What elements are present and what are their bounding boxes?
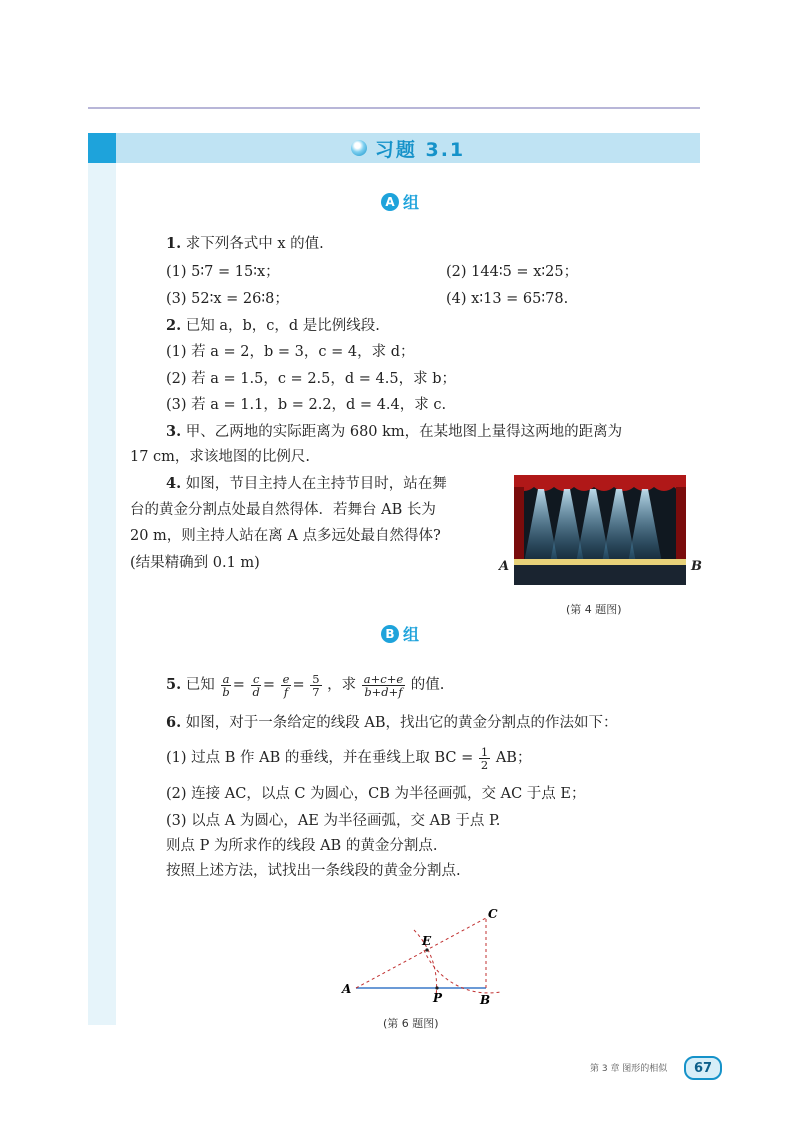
q1-part-2: (2) 144∶5 = x∶25； [446, 264, 579, 280]
q2-text: 已知 a，b，c，d 是比例线段. [185, 318, 380, 334]
q1-part-1: (1) 5∶7 = 15∶x； [166, 264, 280, 280]
q4-line-1 [166, 474, 447, 494]
q6-s1-num: 1 [480, 744, 489, 759]
q5-f4-num: 5 [312, 671, 320, 686]
q5-f5-num: a+c+e [363, 671, 404, 686]
point-e [425, 948, 428, 951]
title-tab [88, 133, 116, 163]
q5-f5-den: b+d+f [364, 684, 403, 699]
q5-f3-num: e [282, 671, 290, 686]
q5-fraction-3 [281, 673, 292, 698]
q3-line-1 [166, 422, 622, 442]
q4-number: 4. [166, 475, 182, 492]
q2-part-3: (3) 若 a = 1.1，b = 2.2，d = 4.4，求 c. [166, 397, 447, 413]
q4-line-3: 20 m，则主持人站在离 A 点多远处最自然得体? [130, 528, 441, 544]
diagram-label-a: A [342, 982, 352, 996]
q5-f3-den: f [283, 684, 289, 699]
section-title-text: 习题 3.1 [374, 138, 466, 161]
q5-fraction-5 [362, 673, 405, 698]
q2-stem [166, 316, 380, 336]
q1-text: 求下列各式中 x 的值. [185, 236, 324, 252]
q5-mid: ，求 [327, 677, 357, 693]
q3-line-2: 17 cm，求该地图的比例尺. [130, 449, 311, 465]
q6-s1-den: 2 [480, 757, 489, 772]
q6-step-4: 则点 P 为所求作的线段 AB 的黄金分割点. [166, 838, 438, 854]
q4-label-a: A [499, 559, 510, 574]
top-rule [88, 107, 700, 109]
group-b-label: 组 [402, 625, 419, 644]
group-b-badge: B [381, 625, 399, 643]
q6-step-1-pre: (1) 过点 B 作 AB 的垂线，并在垂线上取 BC = [166, 750, 474, 766]
q3-text-1: 甲、乙两地的实际距离为 680 km，在某地图上量得这两地的距离为 [185, 424, 623, 440]
q6-step-1-post: AB； [495, 750, 532, 766]
section-title [116, 133, 700, 163]
group-a-heading [0, 190, 800, 213]
q5-f1-num: a [222, 671, 230, 686]
q5-suffix: 的值. [410, 677, 445, 693]
q6-step-1 [166, 744, 531, 772]
diagram-label-b: B [480, 993, 491, 1007]
group-b-heading [0, 622, 800, 645]
q4-line-2: 台的黄金分割点处最自然得体．若舞台 AB 长为 [130, 502, 436, 518]
footer-chapter: 第 3 章 图形的相似 [590, 1064, 668, 1074]
q6-stem [166, 713, 617, 733]
stage-photo [514, 475, 686, 585]
diagram-label-e: E [422, 934, 432, 948]
q2-number: 2. [166, 317, 182, 334]
group-a-badge: A [381, 193, 399, 211]
q5-line: 5. 已知 $\frac{a}{b}$ = $\frac{c}{d}$ = $\frac{e}{f}$ = $\frac{5}{7}$ ，求 $\frac{a+c+e}{b+d+f}$ 的值. [166, 671, 445, 699]
q5-f2-den: d [252, 684, 260, 699]
q1-stem [166, 234, 324, 254]
q2-part-1: (1) 若 a = 2，b = 3，c = 4，求 d； [166, 344, 415, 360]
side-bar [88, 163, 116, 1025]
q4-line-4: (结果精确到 0.1 m) [130, 555, 260, 571]
q1-part-3: (3) 52∶x = 26∶8； [166, 291, 289, 307]
q1-number: 1. [166, 235, 182, 252]
q5-f1-den: b [222, 684, 230, 699]
q6-step-1-fraction [479, 746, 490, 771]
arc-centered-c [424, 950, 500, 993]
q2-part-2: (2) 若 a = 1.5，c = 2.5，d = 4.5，求 b； [166, 371, 456, 387]
q5-fraction-1 [220, 673, 231, 698]
q5-prefix: 已知 [185, 677, 215, 693]
globe-icon [351, 140, 367, 156]
q4-label-b: B [691, 559, 702, 574]
q6-text: 如图，对于一条给定的线段 AB，找出它的黄金分割点的作法如下： [185, 715, 618, 731]
group-a-label: 组 [402, 193, 419, 212]
q6-step-3: (3) 以点 A 为圆心，AE 为半径画弧，交 AB 于点 P. [166, 813, 501, 829]
golden-section-diagram [340, 900, 520, 1010]
segment-ac [356, 918, 486, 988]
q3-number: 3. [166, 423, 182, 440]
q4-text-1: 如图，节目主持人在主持节目时，站在舞 [185, 476, 447, 492]
q5-f4-den: 7 [312, 684, 320, 699]
q5-number: 5. [166, 676, 182, 693]
diagram-label-c: C [488, 907, 498, 921]
q6-step-5: 按照上述方法，试找出一条线段的黄金分割点. [166, 863, 461, 879]
q1-part-4: (4) x∶13 = 65∶78. [446, 291, 569, 307]
page-number: 67 [684, 1056, 722, 1080]
q5-f2-num: c [252, 671, 260, 686]
q6-step-2: (2) 连接 AC，以点 C 为圆心，CB 为半径画弧，交 AC 于点 E； [166, 786, 586, 802]
q5-fraction-4 [310, 673, 321, 698]
q6-number: 6. [166, 714, 182, 731]
q6-caption: (第 6 题图) [383, 1017, 439, 1030]
q5-fraction-2 [251, 673, 262, 698]
point-p [435, 986, 438, 989]
q4-caption: (第 4 题图) [566, 603, 622, 616]
diagram-label-p: P [433, 991, 443, 1005]
